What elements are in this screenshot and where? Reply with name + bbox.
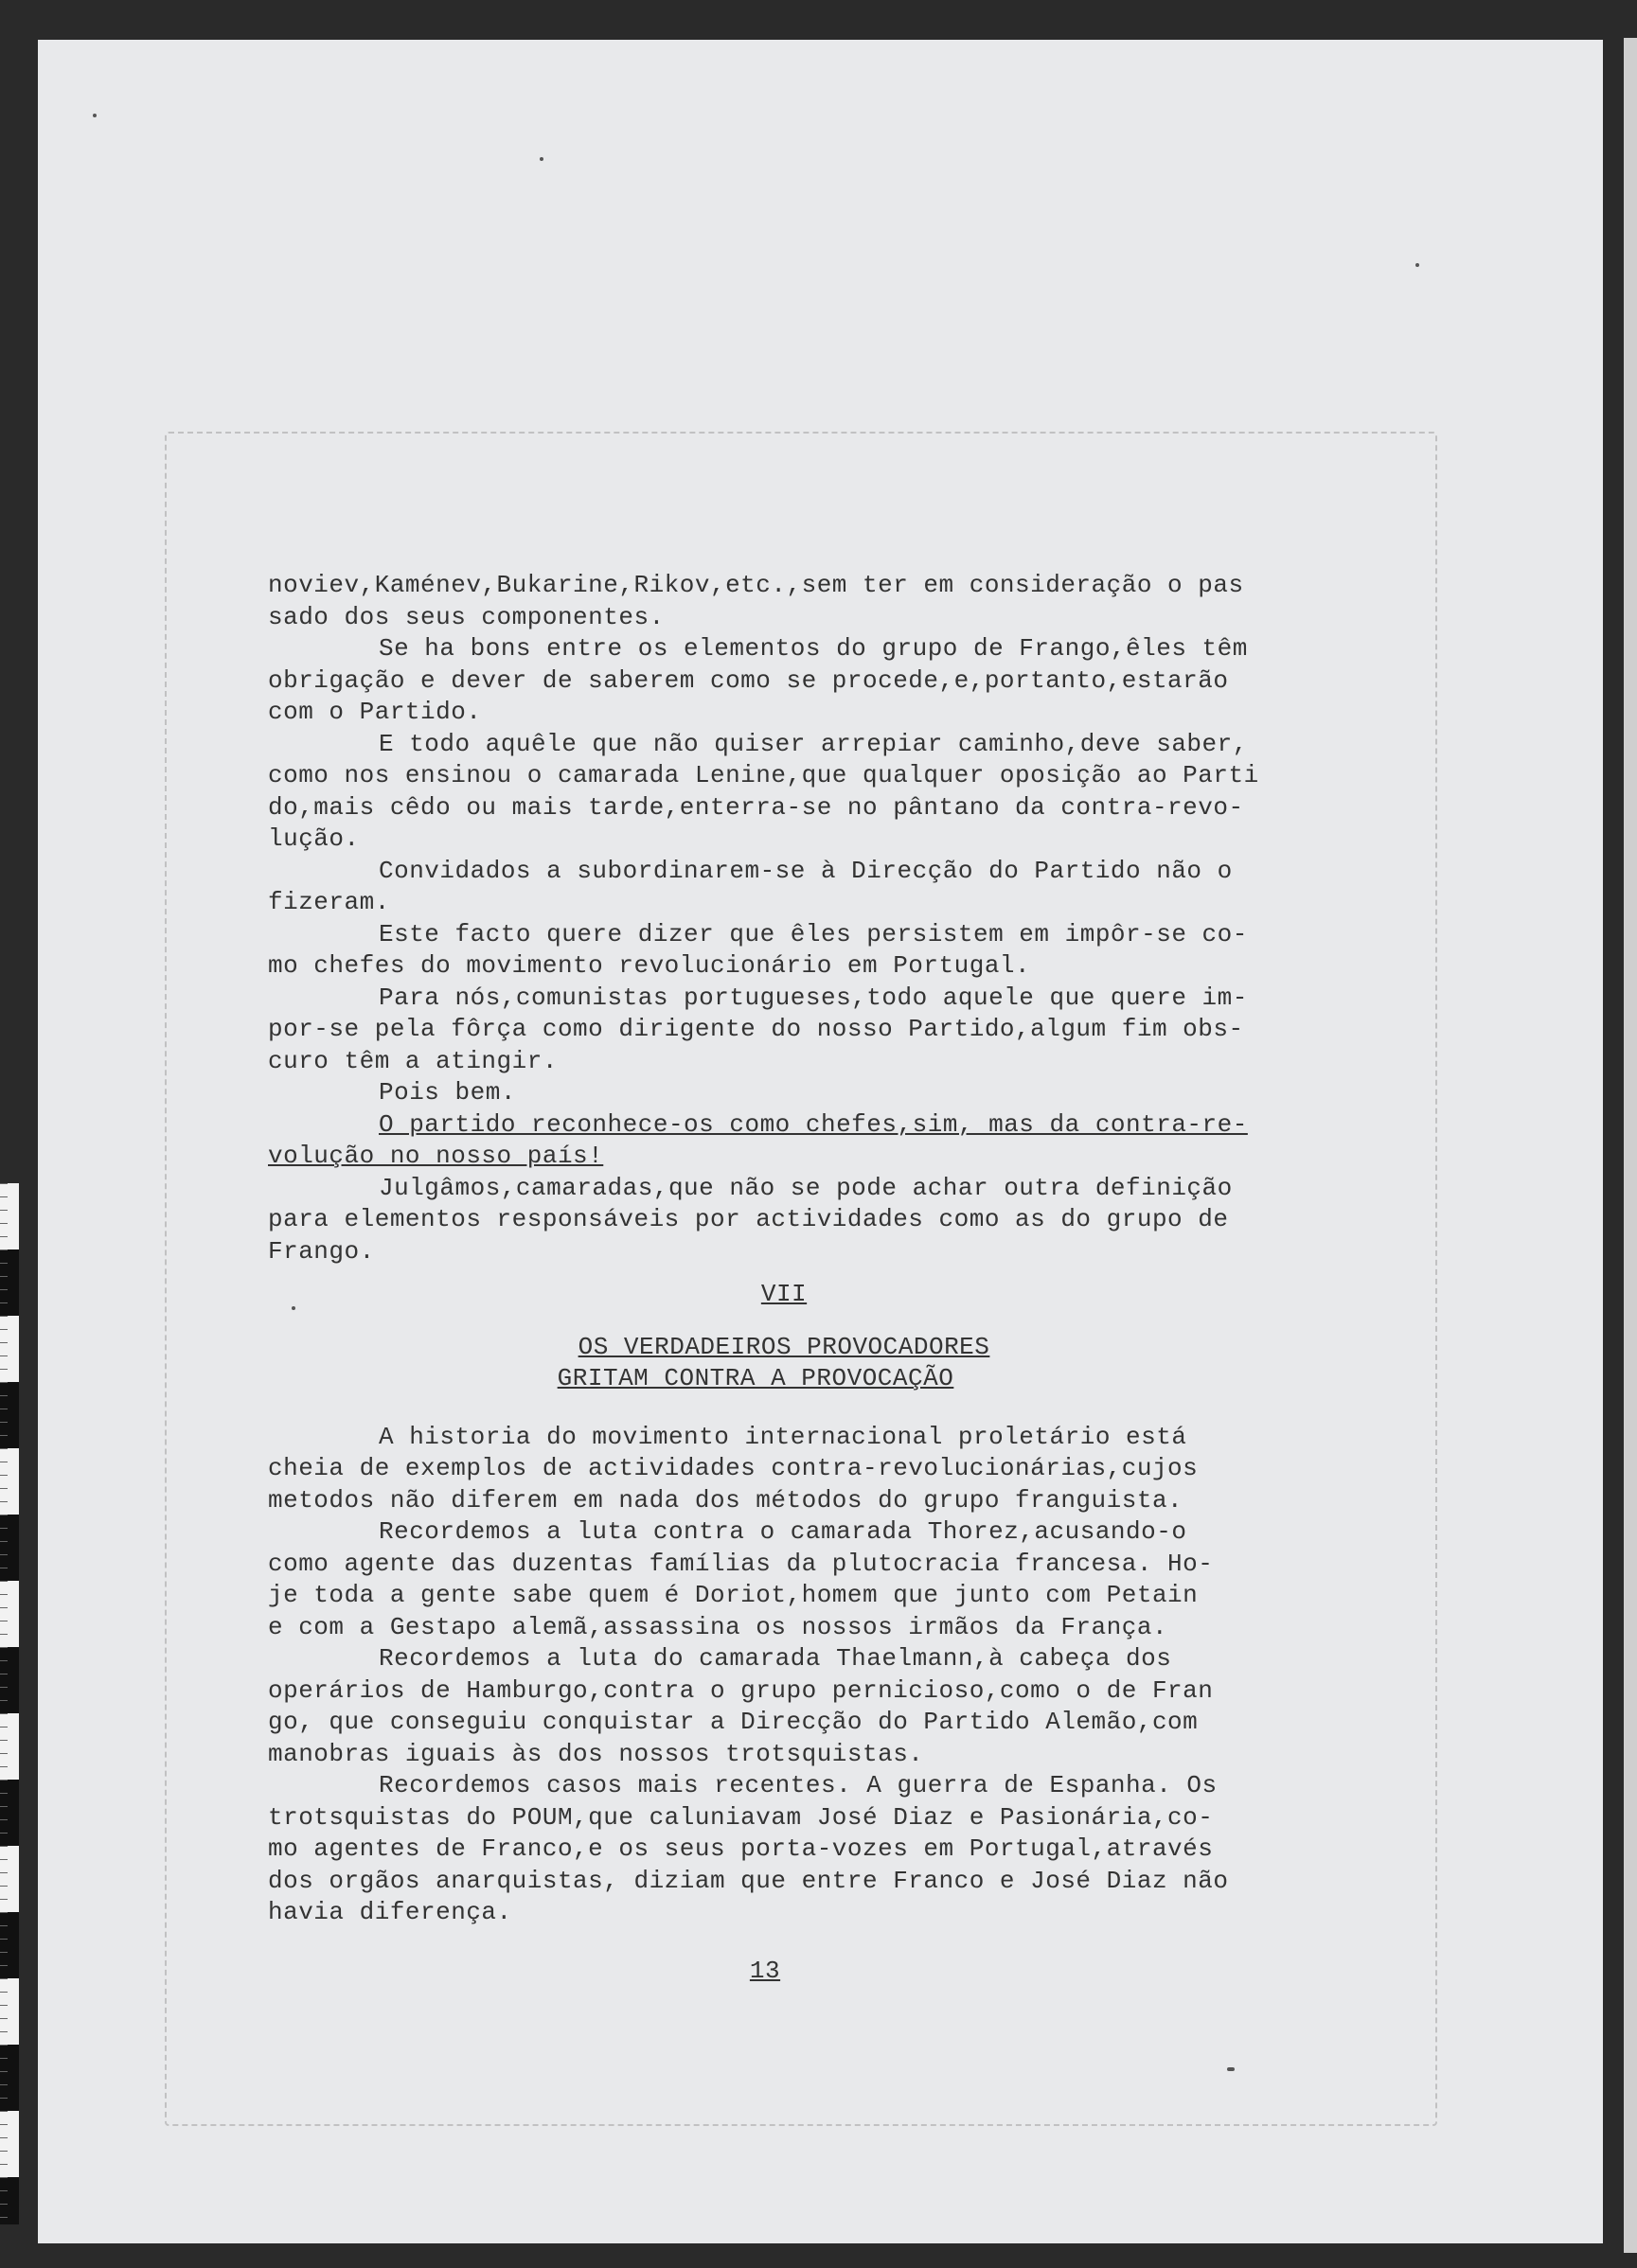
text-line: je toda a gente sabe quem é Doriot,homem que junto com Petain [268, 1581, 1199, 1609]
typewritten-text [268, 570, 1300, 1987]
text-line: Para nós,comunistas portugueses,todo aquele que quere im- [379, 983, 1248, 1012]
text-line: go, que conseguiu conquistar a Direcção do Partido Alemão,com [268, 1708, 1199, 1736]
text-line: fizeram. [268, 888, 390, 916]
text-line: Este facto quere dizer que êles persistem em impôr-se co- [379, 919, 1248, 948]
text-line: Recordemos casos mais recentes. A guerra de Espanha. Os [379, 1771, 1218, 1799]
section-title-line: OS VERDADEIROS PROVOCADORES [578, 1332, 990, 1361]
page-number: 13 [749, 1956, 781, 1985]
ruler-ticks [0, 1183, 8, 2224]
paper-speck [1227, 2067, 1235, 2071]
underlined-text-line: volução no nosso país! [268, 1142, 604, 1170]
text-line: Frango. [268, 1236, 375, 1266]
text-line: mo agentes de Franco,e os seus porta-vozes em Portugal,através [268, 1834, 1214, 1863]
text-line: Recordemos a luta contra o camarada Thorez,acusando-o [379, 1517, 1187, 1546]
text-line: Julgâmos,camaradas,que não se pode achar outra definição [379, 1173, 1233, 1202]
text-line: trotsquistas do POUM,que caluniavam José Diaz e Pasionária,co- [268, 1802, 1214, 1832]
scale-ruler [0, 1183, 19, 2224]
text-line: curo têm a atingir. [268, 1046, 558, 1075]
text-line: obrigação e dever de saberem como se procede,e,portanto,estarão [268, 665, 1229, 695]
scan-edge [1624, 38, 1637, 2253]
underlined-text-line: O partido reconhece-os como chefes,sim, mas da contra-re- [379, 1109, 1248, 1139]
document-sheet [38, 40, 1603, 2243]
paper-speck [93, 114, 97, 117]
text-line: e com a Gestapo alemã,assassina os nossos irmãos da França. [268, 1612, 1168, 1641]
text-line: mo chefes do movimento revolucionário em Portugal. [268, 951, 1031, 980]
text-line: para elementos responsáveis por actividades como as do grupo de [268, 1205, 1229, 1233]
paper-speck [1415, 263, 1419, 267]
text-line: lução. [268, 824, 360, 853]
text-line: por-se pela fôrça como dirigente do nosso Partido,algum fim obs- [268, 1015, 1244, 1043]
section-title-line: GRITAM CONTRA A PROVOCAÇÃO [557, 1364, 954, 1392]
text-line: do,mais cêdo ou mais tarde,enterra-se no pântano da contra-revo- [268, 792, 1244, 822]
text-line: noviev,Kaménev,Bukarine,Rikov,etc.,sem ter em consideração o pas [268, 571, 1244, 599]
text-line: sado dos seus componentes. [268, 602, 665, 631]
text-line: Convidados a subordinarem-se à Direcção do Partido não o [379, 856, 1233, 885]
section-number: VII [760, 1280, 808, 1308]
text-line: A historia do movimento internacional proletário está [379, 1422, 1187, 1451]
text-line: E todo aquêle que não quiser arrepiar caminho,deve saber, [379, 729, 1248, 758]
text-line: manobras iguais às dos nossos trotsquistas. [268, 1739, 924, 1768]
text-line: cheia de exemplos de actividades contra-revolucionárias,cujos [268, 1454, 1199, 1482]
text-line: Se ha bons entre os elementos do grupo de Frango,êles têm [379, 634, 1248, 663]
text-line: Recordemos a luta do camarada Thaelmann,à cabeça dos [379, 1644, 1172, 1673]
text-line: havia diferença. [268, 1898, 512, 1926]
text-line: como agente das duzentas famílias da plutocracia francesa. Ho- [268, 1549, 1214, 1578]
paper-speck [540, 157, 543, 161]
text-line: com o Partido. [268, 698, 482, 726]
text-line: operários de Hamburgo,contra o grupo pernicioso,como o de Fran [268, 1675, 1214, 1705]
text-line: Pois bem. [379, 1078, 516, 1107]
text-line: metodos não diferem em nada dos métodos do grupo franguista. [268, 1485, 1183, 1515]
text-line: dos orgãos anarquistas, diziam que entre Franco e José Diaz não [268, 1866, 1229, 1895]
text-line: como nos ensinou o camarada Lenine,que qualquer oposição ao Parti [268, 761, 1259, 789]
